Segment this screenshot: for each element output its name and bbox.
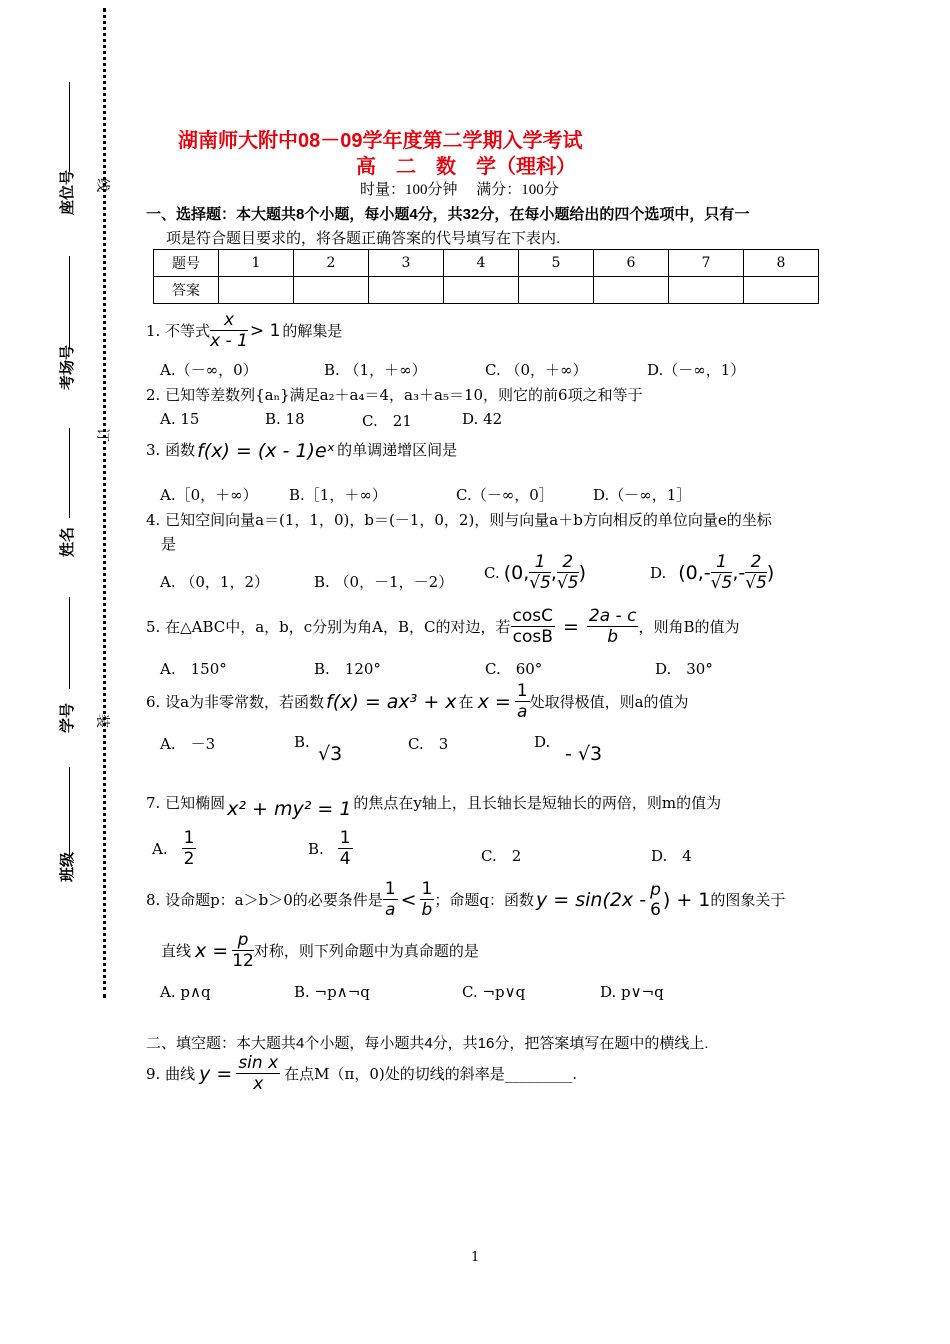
margin-char-bind: 订	[95, 428, 111, 442]
answer-cell[interactable]	[369, 277, 444, 304]
denominator: √5	[556, 573, 579, 593]
formula: f(x) = (x - 1)eˣ	[197, 440, 336, 462]
binding-dotted-line	[103, 8, 106, 998]
numerator: p	[650, 879, 661, 900]
formula: > 1	[249, 320, 281, 341]
denominator: a	[384, 900, 396, 920]
option-b: B. 120°	[314, 660, 381, 678]
name-field-line	[69, 767, 70, 859]
answer-table-number-row	[154, 250, 819, 277]
section1-heading: 一、选择题：本大题共8个小题，每小题4分，共32分，在每小题给出的四个选项中，只有一	[146, 206, 750, 223]
numerator: 1	[384, 879, 396, 899]
numerator: 2	[745, 552, 767, 573]
numerator: p	[232, 930, 254, 951]
answer-table-header: 答案	[154, 277, 219, 304]
option-a: A. p∧q	[160, 983, 211, 1001]
option-a: A.（－∞，0）	[160, 361, 258, 379]
numerator: cosC	[512, 606, 553, 626]
formula: x² + my² = 1	[227, 798, 352, 820]
option-a	[152, 828, 196, 869]
margin-char-line: 线	[95, 178, 111, 192]
name-field-line	[69, 82, 70, 172]
question-4-cont: 是	[161, 535, 177, 553]
formula: ,-	[732, 561, 746, 584]
answer-cell[interactable]	[294, 277, 369, 304]
question-text: 9. 曲线	[146, 1065, 196, 1083]
option-label: A.	[152, 839, 168, 858]
numerator: 2	[557, 552, 579, 573]
fraction	[648, 880, 663, 920]
denominator: 2	[183, 849, 195, 869]
question-8	[146, 879, 785, 920]
option-c: C. 21	[362, 412, 412, 430]
answer-cell[interactable]	[669, 277, 744, 304]
margin-char-install: 装	[95, 714, 111, 728]
question-text: 1. 不等式	[146, 322, 211, 340]
numerator: 1	[339, 828, 351, 848]
option-c	[484, 552, 586, 593]
exam-subtitle: 高 二 数 学（理科）	[356, 156, 576, 178]
fraction	[557, 552, 579, 593]
question-text: 处取得极值，则a的值为	[529, 693, 689, 711]
option-d: D. p∨¬q	[600, 983, 664, 1001]
option-b: B.	[294, 733, 310, 751]
answer-cell[interactable]	[594, 277, 669, 304]
option-b: B. 18	[265, 410, 305, 428]
fraction	[529, 552, 551, 593]
denominator: x - 1	[210, 331, 248, 351]
fraction	[511, 606, 555, 647]
answer-cell[interactable]	[444, 277, 519, 304]
question-text: 3. 函数	[146, 440, 196, 459]
option-d: D. 4	[651, 847, 692, 865]
fraction	[745, 552, 767, 593]
option-c: C. ¬p∨q	[462, 983, 526, 1001]
name-field-line	[69, 597, 70, 689]
option-b: B.［1，＋∞）	[289, 486, 387, 504]
question-text: 直线	[161, 942, 192, 960]
section2-heading: 二、填空题：本大题共4个小题，每小题共4分，共16分，把答案填写在题中的横线上.	[146, 1035, 709, 1052]
name-field-line	[69, 428, 70, 518]
question-5	[146, 606, 739, 647]
question-1	[146, 310, 342, 351]
question-text: 的图象关于	[710, 891, 786, 909]
option-b: B. （0，－1，－2）	[314, 573, 454, 591]
question-text: 8. 设命题p：a＞b＞0的必要条件是	[146, 891, 383, 909]
denominator: b	[607, 627, 619, 647]
fraction	[232, 930, 254, 971]
margin-label-seat: 座位号	[59, 169, 76, 215]
numerator: 1	[421, 879, 433, 899]
answer-table-number: 1	[219, 250, 294, 277]
denominator: 6	[650, 899, 661, 920]
option-label: C.	[484, 563, 500, 582]
formula: <	[400, 888, 417, 911]
option-label: B.	[308, 839, 324, 858]
name-field-line	[69, 256, 70, 348]
option-d-value: - √3	[565, 743, 603, 765]
denominator: 12	[232, 951, 254, 971]
answer-table-number: 5	[519, 250, 594, 277]
question-6	[146, 681, 689, 722]
formula: ,	[550, 561, 557, 584]
margin-label-room: 考场号	[59, 344, 76, 390]
numerator: 1	[183, 828, 195, 848]
formula: x =	[477, 690, 511, 713]
margin-label-class: 班级	[59, 851, 76, 882]
answer-table-number: 4	[444, 250, 519, 277]
answer-cell[interactable]	[519, 277, 594, 304]
question-text: 的焦点在y轴上，且长轴长是短轴长的两倍，则m的值为	[353, 793, 722, 812]
numerator: 1	[516, 681, 528, 701]
option-b-value: √3	[318, 743, 343, 765]
denominator: √5	[529, 573, 551, 593]
question-7	[146, 784, 721, 820]
formula: x =	[195, 939, 229, 962]
question-text: 在点M（π，0)处的切线的斜率是_________.	[284, 1065, 578, 1083]
answer-table-number: 3	[369, 250, 444, 277]
fraction	[236, 1053, 280, 1094]
fraction	[182, 828, 197, 869]
answer-table-header: 题号	[154, 250, 219, 277]
option-a: A.［0，＋∞）	[160, 486, 258, 504]
option-label: D.	[650, 563, 667, 582]
question-text: 5. 在△ABC中，a，b，c分别为角A，B，C的对边，若	[146, 618, 511, 636]
numerator: 1	[529, 552, 551, 573]
question-text: 在	[458, 693, 474, 711]
formula: )	[766, 561, 775, 584]
option-b	[308, 828, 353, 869]
margin-label-name: 姓名	[59, 526, 76, 557]
formula: )	[578, 561, 587, 584]
option-d: D.（－∞，1］	[593, 486, 692, 504]
question-text: 7. 已知椭圆	[146, 793, 226, 812]
question-9	[146, 1053, 577, 1094]
fraction	[210, 310, 248, 351]
fraction	[420, 879, 435, 920]
option-d: D. 30°	[655, 660, 713, 678]
option-a: A. 150°	[160, 660, 227, 678]
option-d: D. 42	[462, 410, 503, 428]
formula: (0,	[503, 561, 530, 584]
question-text: 6. 设a为非零常数，若函数	[146, 693, 325, 711]
denominator: 4	[339, 849, 351, 869]
answer-table	[153, 249, 819, 304]
exam-meta: 时量：100分钟 满分：100分	[360, 182, 559, 198]
formula: (0,-	[678, 561, 711, 584]
numerator: 2a - c	[588, 606, 637, 626]
option-d	[650, 552, 774, 593]
answer-table-number: 7	[669, 250, 744, 277]
denominator: x	[253, 1074, 264, 1094]
denominator: b	[421, 900, 433, 920]
fraction	[383, 879, 398, 920]
denominator: cosB	[512, 627, 553, 647]
formula: f(x) = ax³ + x	[326, 690, 457, 713]
option-d: D.（－∞，1）	[647, 361, 746, 379]
option-c: C. （0，＋∞）	[485, 361, 588, 379]
denominator: a	[516, 702, 528, 722]
question-8-cont	[161, 930, 479, 971]
answer-table-number: 2	[294, 250, 369, 277]
fraction	[711, 552, 733, 593]
answer-cell[interactable]	[744, 277, 819, 304]
denominator: √5	[710, 573, 733, 593]
question-text: 的解集是	[282, 322, 343, 340]
option-a: A. （0，1，2）	[160, 573, 269, 591]
fraction	[338, 828, 353, 869]
formula: =	[563, 615, 579, 638]
exam-title: 湖南师大附中08－09学年度第二学期入学考试	[178, 130, 583, 152]
option-b: B. （1，＋∞）	[324, 361, 427, 379]
option-c: C.（－∞，0］	[456, 486, 554, 504]
option-c: C. 60°	[485, 660, 543, 678]
option-a: A. 15	[160, 410, 200, 428]
option-c: C. 2	[481, 847, 522, 865]
formula: y = sin(2x -	[535, 888, 647, 911]
option-d: D.	[534, 733, 551, 751]
margin-label-student-id: 学号	[59, 702, 76, 733]
section1-heading-cont: 项是符合题目要求的，将各题正确答案的代号填写在下表内.	[166, 230, 561, 247]
formula: y =	[199, 1062, 233, 1085]
page-number: 1	[471, 1250, 480, 1265]
answer-table-number: 8	[744, 250, 819, 277]
fraction	[515, 681, 530, 722]
question-2: 2. 已知等差数列{aₙ}满足a₂＋a₄＝4，a₃＋a₅＝10，则它的前6项之和等于	[146, 386, 643, 404]
numerator: 1	[711, 552, 733, 573]
denominator: √5	[745, 573, 767, 593]
numerator: x	[210, 310, 248, 331]
question-3	[146, 436, 457, 462]
formula: ) + 1	[662, 888, 711, 911]
numerator: sin x	[238, 1053, 279, 1073]
option-c: C. 3	[408, 735, 449, 753]
answer-cell[interactable]	[219, 277, 294, 304]
question-text: 的单调递增区间是	[337, 440, 458, 459]
question-text: ，则角B的值为	[638, 618, 740, 636]
answer-table-answer-row	[154, 277, 819, 304]
option-b: B. ¬p∧¬q	[294, 983, 370, 1001]
fraction	[587, 606, 639, 647]
question-text: ；命题q：函数	[434, 891, 534, 909]
answer-table-number: 6	[594, 250, 669, 277]
question-4: 4. 已知空间向量a＝(1，1，0)，b＝(－1，0，2)，则与向量a＋b方向相反的单位向量e的坐标	[146, 511, 772, 529]
question-text: 对称，则下列命题中为真命题的是	[253, 942, 479, 960]
option-a: A. －3	[160, 735, 216, 753]
